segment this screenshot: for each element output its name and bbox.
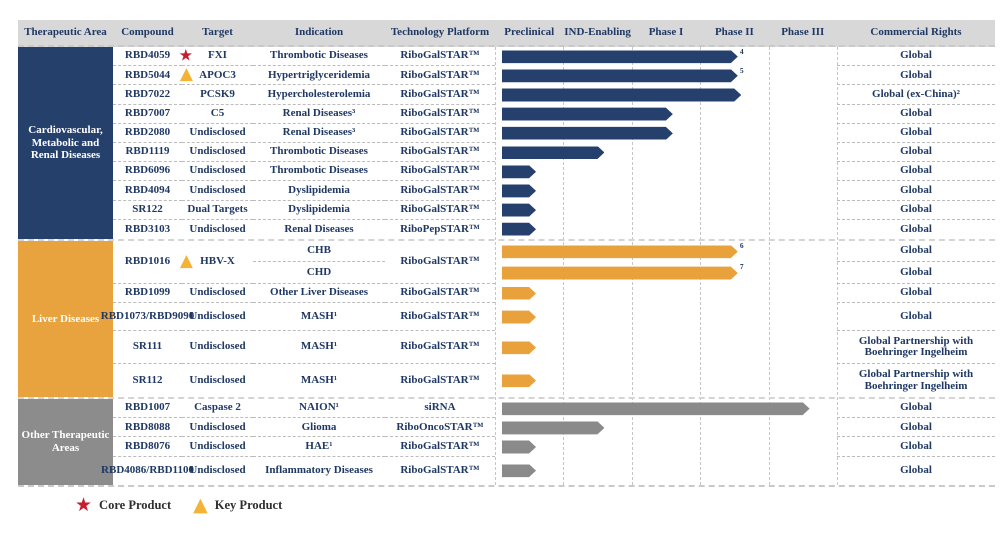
target-cell: Undisclosed [189, 222, 246, 235]
indication-cell: Renal Diseases³ [253, 124, 385, 143]
rights-stack [837, 124, 995, 143]
rights-cell: Global [837, 124, 995, 143]
indication-cell: Thrombotic Diseases [253, 162, 385, 181]
table-body [18, 47, 995, 487]
legend-label: Key Product [214, 498, 283, 512]
phase-stack [495, 162, 837, 181]
platform-cell: RiboGalSTAR™ [385, 162, 495, 181]
rights-stack [837, 201, 995, 220]
indication-cell: HAE¹ [253, 437, 385, 456]
rights-stack [837, 162, 995, 181]
legend-triangle-icon: ▲ [193, 494, 208, 516]
rights-stack [837, 143, 995, 162]
phase-cell [495, 105, 837, 124]
header-phase-preclinical: Preclinical [504, 25, 555, 38]
rights-cell: Global [900, 222, 932, 235]
legend-item [75, 496, 171, 515]
pipeline-bar [502, 204, 536, 217]
target-cell: Undisclosed [182, 181, 253, 200]
compound-cell [113, 85, 182, 104]
indication-stack [253, 181, 385, 200]
phase-cell [495, 284, 837, 303]
compound-label: RBD5044 [124, 68, 171, 81]
phase-stack [495, 418, 837, 437]
pipeline-row [113, 85, 995, 104]
compound-cell [113, 105, 182, 124]
section-label: Cardiovascular, Metabolic and Renal Diseases [18, 47, 113, 239]
target-cell: Undisclosed [182, 437, 253, 456]
indication-stack [253, 66, 385, 85]
indication-cell: Renal Diseases [284, 222, 354, 235]
phase-stack [495, 124, 837, 143]
section-label: Liver Diseases [18, 241, 113, 397]
compound-cell [113, 45, 193, 66]
pipeline-row [113, 143, 995, 162]
pipeline-bar [502, 165, 536, 178]
platform-cell: RiboGalSTAR™ [385, 331, 495, 364]
indication-stack [253, 303, 385, 331]
pipeline-row [113, 437, 995, 456]
section-label: Other Therapeutic Areas [18, 399, 113, 485]
header-technology-platform: Technology Platform [390, 25, 490, 38]
bar-footnote: 6 [739, 240, 744, 250]
platform-cell: RiboGalSTAR™ [385, 124, 495, 143]
compound-label: RBD4059 [124, 49, 171, 62]
indication-stack [253, 162, 385, 181]
header-phase-1: Phase I [648, 25, 684, 38]
phase-cell [495, 181, 837, 200]
compound-label: RBD7007 [124, 106, 171, 119]
phase-cell [495, 201, 837, 220]
pipeline-bar [502, 184, 536, 197]
pipeline-row [113, 241, 995, 284]
rights-stack [837, 66, 995, 85]
indication-cell: CHD [253, 262, 385, 284]
compound-label: RBD8088 [124, 420, 171, 433]
target-cell: Undisclosed [182, 303, 253, 331]
indication-stack [253, 437, 385, 456]
rights-stack [837, 418, 995, 437]
pipeline-bar [502, 146, 604, 159]
indication-cell: MASH¹ [253, 303, 385, 331]
target-cell: HBV-X [182, 241, 253, 284]
pipeline-row [113, 201, 995, 220]
compound-cell [113, 220, 182, 239]
rights-cell: Global [837, 418, 995, 437]
indication-stack [253, 220, 385, 239]
compound-cell [100, 303, 195, 331]
platform-cell: RiboGalSTAR™ [385, 303, 495, 331]
pipeline-row [113, 162, 995, 181]
rights-cell: Global [837, 437, 995, 456]
compound-label: RBD7022 [124, 87, 171, 100]
compound-cell [113, 201, 182, 220]
phase-cell [495, 124, 837, 143]
platform-cell: RiboGalSTAR™ [385, 105, 495, 124]
rights-stack [837, 364, 995, 397]
rights-stack [837, 284, 995, 303]
compound-label: RBD1016 [124, 255, 171, 268]
pipeline-row [113, 220, 995, 239]
target-cell: Undisclosed [182, 162, 253, 181]
platform-cell: RiboGalSTAR™ [385, 181, 495, 200]
section-rows [101, 399, 995, 485]
phase-cell [495, 364, 837, 397]
platform-cell: RiboGalSTAR™ [385, 201, 495, 220]
phase-stack [495, 181, 837, 200]
target-cell: APOC3 [182, 66, 253, 85]
header-target: Target [202, 25, 233, 38]
rights-stack [837, 457, 995, 485]
phase-cell [495, 399, 837, 418]
phase-cell [495, 162, 837, 181]
section-rows [113, 47, 995, 239]
phase-cell [495, 143, 837, 162]
section-rows [100, 240, 995, 397]
compound-label: RBD4094 [124, 183, 171, 196]
phase-stack [495, 220, 837, 239]
header-indication: Indication [294, 25, 344, 38]
pipeline-bar [502, 267, 738, 280]
indication-stack [253, 457, 385, 485]
bar-footnote: 4 [739, 47, 744, 56]
bar-footnote: 5 [739, 66, 744, 76]
target-cell: Undisclosed [182, 124, 253, 143]
platform-cell: RiboGalSTAR™ [385, 85, 495, 104]
compound-cell [113, 162, 182, 181]
target-cell: Undisclosed [189, 463, 246, 476]
phase-stack [495, 284, 837, 303]
pipeline-bar [502, 464, 536, 477]
platform-cell: RiboGalSTAR™ [385, 284, 495, 303]
phase-cell [495, 418, 837, 437]
rights-stack [837, 437, 995, 456]
compound-cell [113, 181, 182, 200]
indication-cell: Dyslipidemia [253, 201, 385, 220]
compound-cell [113, 124, 182, 143]
compound-label: RBD8076 [124, 439, 171, 452]
pipeline-bar [502, 311, 536, 324]
target-cell: Undisclosed [182, 284, 253, 303]
compound-cell [113, 399, 182, 418]
rights-cell: Global [837, 262, 995, 284]
key-product-triangle-icon: ▲ [179, 64, 193, 85]
phase-stack [495, 399, 837, 418]
phase-cell [495, 220, 837, 239]
compound-cell [113, 284, 182, 303]
compound-cell [113, 418, 182, 437]
target-cell: Undisclosed [182, 331, 253, 364]
indication-stack [253, 124, 385, 143]
compound-label: RBD3103 [124, 222, 171, 235]
rights-cell: Global [837, 66, 995, 85]
pipeline-bar [502, 127, 673, 140]
rights-cell: Global [837, 162, 995, 181]
key-product-triangle-icon: ▲ [179, 250, 193, 271]
phase-stack [495, 85, 837, 104]
phase-stack [495, 105, 837, 124]
pipeline-section [18, 47, 995, 239]
target-cell: FXI [182, 47, 253, 66]
target-cell: Undisclosed [182, 418, 253, 437]
header-compound: Compound [121, 25, 174, 38]
pipeline-row [113, 331, 995, 364]
platform-cell: RiboGalSTAR™ [385, 66, 495, 85]
pipeline-bar [502, 50, 738, 63]
phase-stack [495, 331, 837, 364]
compound-label: SR122 [132, 202, 163, 215]
pipeline-section [18, 397, 995, 485]
indication-stack [253, 284, 385, 303]
phase-cell [495, 331, 837, 364]
pipeline-bar [502, 287, 536, 300]
header-therapeutic-area: Therapeutic Area [24, 25, 107, 38]
pipeline-row [113, 181, 995, 200]
indication-cell: CHB [253, 241, 385, 263]
indication-cell: Hypercholesterolemia [253, 85, 385, 104]
compound-cell [113, 437, 182, 456]
pipeline-bar [502, 223, 536, 236]
platform-cell: RiboPepSTAR™ [400, 222, 480, 235]
phase-stack [495, 201, 837, 220]
compound-cell [113, 241, 193, 284]
pipeline-row [101, 457, 995, 485]
compound-cell [113, 331, 182, 364]
pipeline-bar [502, 88, 741, 101]
rights-stack [837, 241, 995, 284]
phase-cell [495, 47, 837, 66]
target-cell: Caspase 2 [182, 399, 253, 418]
rights-cell: Global [837, 181, 995, 200]
pipeline-bar [502, 374, 536, 387]
header-phase-3: Phase III [781, 25, 825, 38]
phase-cell [495, 241, 837, 263]
indication-stack [253, 143, 385, 162]
rights-stack [837, 303, 995, 331]
target-cell: PCSK9 [182, 85, 253, 104]
pipeline-bar [502, 441, 536, 454]
pipeline-row [113, 364, 995, 397]
indication-stack [253, 399, 385, 418]
table-header [18, 20, 995, 47]
indication-stack [253, 47, 385, 66]
legend-item [193, 496, 282, 515]
compound-cell [113, 64, 193, 85]
pipeline-bar [502, 108, 673, 121]
target-cell: Undisclosed [182, 143, 253, 162]
pipeline-row [113, 47, 995, 66]
pipeline-row [113, 418, 995, 437]
phase-stack [495, 303, 837, 331]
compound-label: RBD2080 [124, 126, 171, 139]
rights-cell: Global [837, 143, 995, 162]
legend-label: Core Product [99, 498, 172, 512]
pipeline-section [18, 239, 995, 397]
phase-cell [495, 66, 837, 85]
platform-cell: RiboGalSTAR™ [400, 373, 480, 386]
platform-cell: RiboGalSTAR™ [385, 241, 495, 284]
compound-label: RBD1099 [124, 286, 171, 299]
phase-stack [495, 241, 837, 284]
pipeline-table [18, 20, 995, 487]
indication-cell: Dyslipidemia [253, 181, 385, 200]
indication-cell: Thrombotic Diseases [253, 143, 385, 162]
header-phase-ind-enabling: IND-Enabling [564, 25, 631, 38]
phase-stack [495, 437, 837, 456]
compound-cell [113, 143, 182, 162]
rights-stack [837, 105, 995, 124]
pipeline-row [113, 399, 995, 418]
rights-cell: Global [837, 47, 995, 66]
indication-cell: MASH¹ [253, 331, 385, 364]
indication-stack [253, 331, 385, 364]
phase-cell [495, 262, 837, 284]
rights-stack [837, 220, 995, 239]
rights-stack [837, 181, 995, 200]
rights-stack [837, 47, 995, 66]
phase-cell [495, 457, 837, 485]
indication-cell: Thrombotic Diseases [253, 47, 385, 66]
phase-cell [495, 437, 837, 456]
indication-cell: Hypertriglyceridemia [253, 66, 385, 85]
compound-label: SR112 [132, 373, 163, 386]
indication-stack [253, 201, 385, 220]
rights-cell: Global [837, 284, 995, 303]
pipeline-row [113, 284, 995, 303]
indication-stack [253, 241, 385, 284]
compound-cell [101, 457, 194, 485]
rights-stack [837, 85, 995, 104]
bar-footnote: 7 [739, 262, 744, 272]
legend [75, 496, 282, 515]
core-product-star-icon: ★ [178, 45, 193, 65]
rights-cell: Global Partnership with Boehringer Ingelheim [858, 368, 974, 392]
compound-label: RBD1073/RBD9090 [100, 309, 195, 322]
rights-cell: Global [837, 105, 995, 124]
platform-cell: RiboGalSTAR™ [400, 463, 480, 476]
rights-cell: Global [837, 241, 995, 263]
indication-stack [253, 418, 385, 437]
platform-cell: siRNA [385, 399, 495, 418]
pipeline-row [113, 124, 995, 143]
phase-cell [495, 85, 837, 104]
phase-stack [495, 143, 837, 162]
indication-cell: MASH¹ [300, 373, 338, 386]
phase-stack [495, 66, 837, 85]
pipeline-row [113, 105, 995, 124]
indication-stack [253, 85, 385, 104]
indication-stack [253, 105, 385, 124]
compound-cell [113, 364, 182, 397]
compound-label: RBD1007 [124, 401, 171, 414]
phase-stack [495, 47, 837, 66]
indication-stack [253, 364, 385, 397]
rights-stack [837, 399, 995, 418]
pipeline-bar [502, 421, 604, 434]
rights-cell: Global [837, 303, 995, 331]
pipeline-bar [502, 341, 536, 354]
target-cell: C5 [182, 105, 253, 124]
platform-cell: RiboGalSTAR™ [385, 437, 495, 456]
rights-stack [837, 331, 995, 364]
rights-cell: Global [837, 399, 995, 418]
indication-cell: Glioma [253, 418, 385, 437]
pipeline-bar [502, 402, 810, 415]
compound-label: SR111 [132, 340, 163, 353]
phase-stack [495, 364, 837, 397]
platform-cell: RiboOncoSTAR™ [385, 418, 495, 437]
phase-stack [495, 457, 837, 485]
pipeline-row [113, 66, 995, 85]
target-cell: Dual Targets [182, 201, 253, 220]
legend-star-icon: ★ [75, 494, 93, 516]
target-cell: Undisclosed [189, 373, 246, 386]
compound-label: RBD6096 [124, 164, 171, 177]
phase-cell [495, 303, 837, 331]
rights-cell: Global (ex-China)² [837, 85, 995, 104]
indication-cell: Inflammatory Diseases [265, 463, 373, 476]
header-commercial-rights: Commercial Rights [870, 25, 962, 38]
compound-label: RBD1119 [125, 145, 170, 158]
rights-cell: Global Partnership with Boehringer Ingelheim [837, 331, 995, 364]
pipeline-row [100, 303, 995, 331]
platform-cell: RiboGalSTAR™ [385, 143, 495, 162]
indication-cell: Renal Diseases³ [253, 105, 385, 124]
pipeline-bar [502, 245, 738, 258]
rights-cell: Global [837, 201, 995, 220]
platform-cell: RiboGalSTAR™ [385, 47, 495, 66]
compound-label: RBD4086/RBD1100 [101, 463, 194, 476]
rights-cell: Global [900, 463, 932, 476]
pipeline-bar [502, 69, 738, 82]
header-phase-2: Phase II [714, 25, 754, 38]
indication-cell: Other Liver Diseases [253, 284, 385, 303]
indication-cell: NAION¹ [253, 399, 385, 418]
